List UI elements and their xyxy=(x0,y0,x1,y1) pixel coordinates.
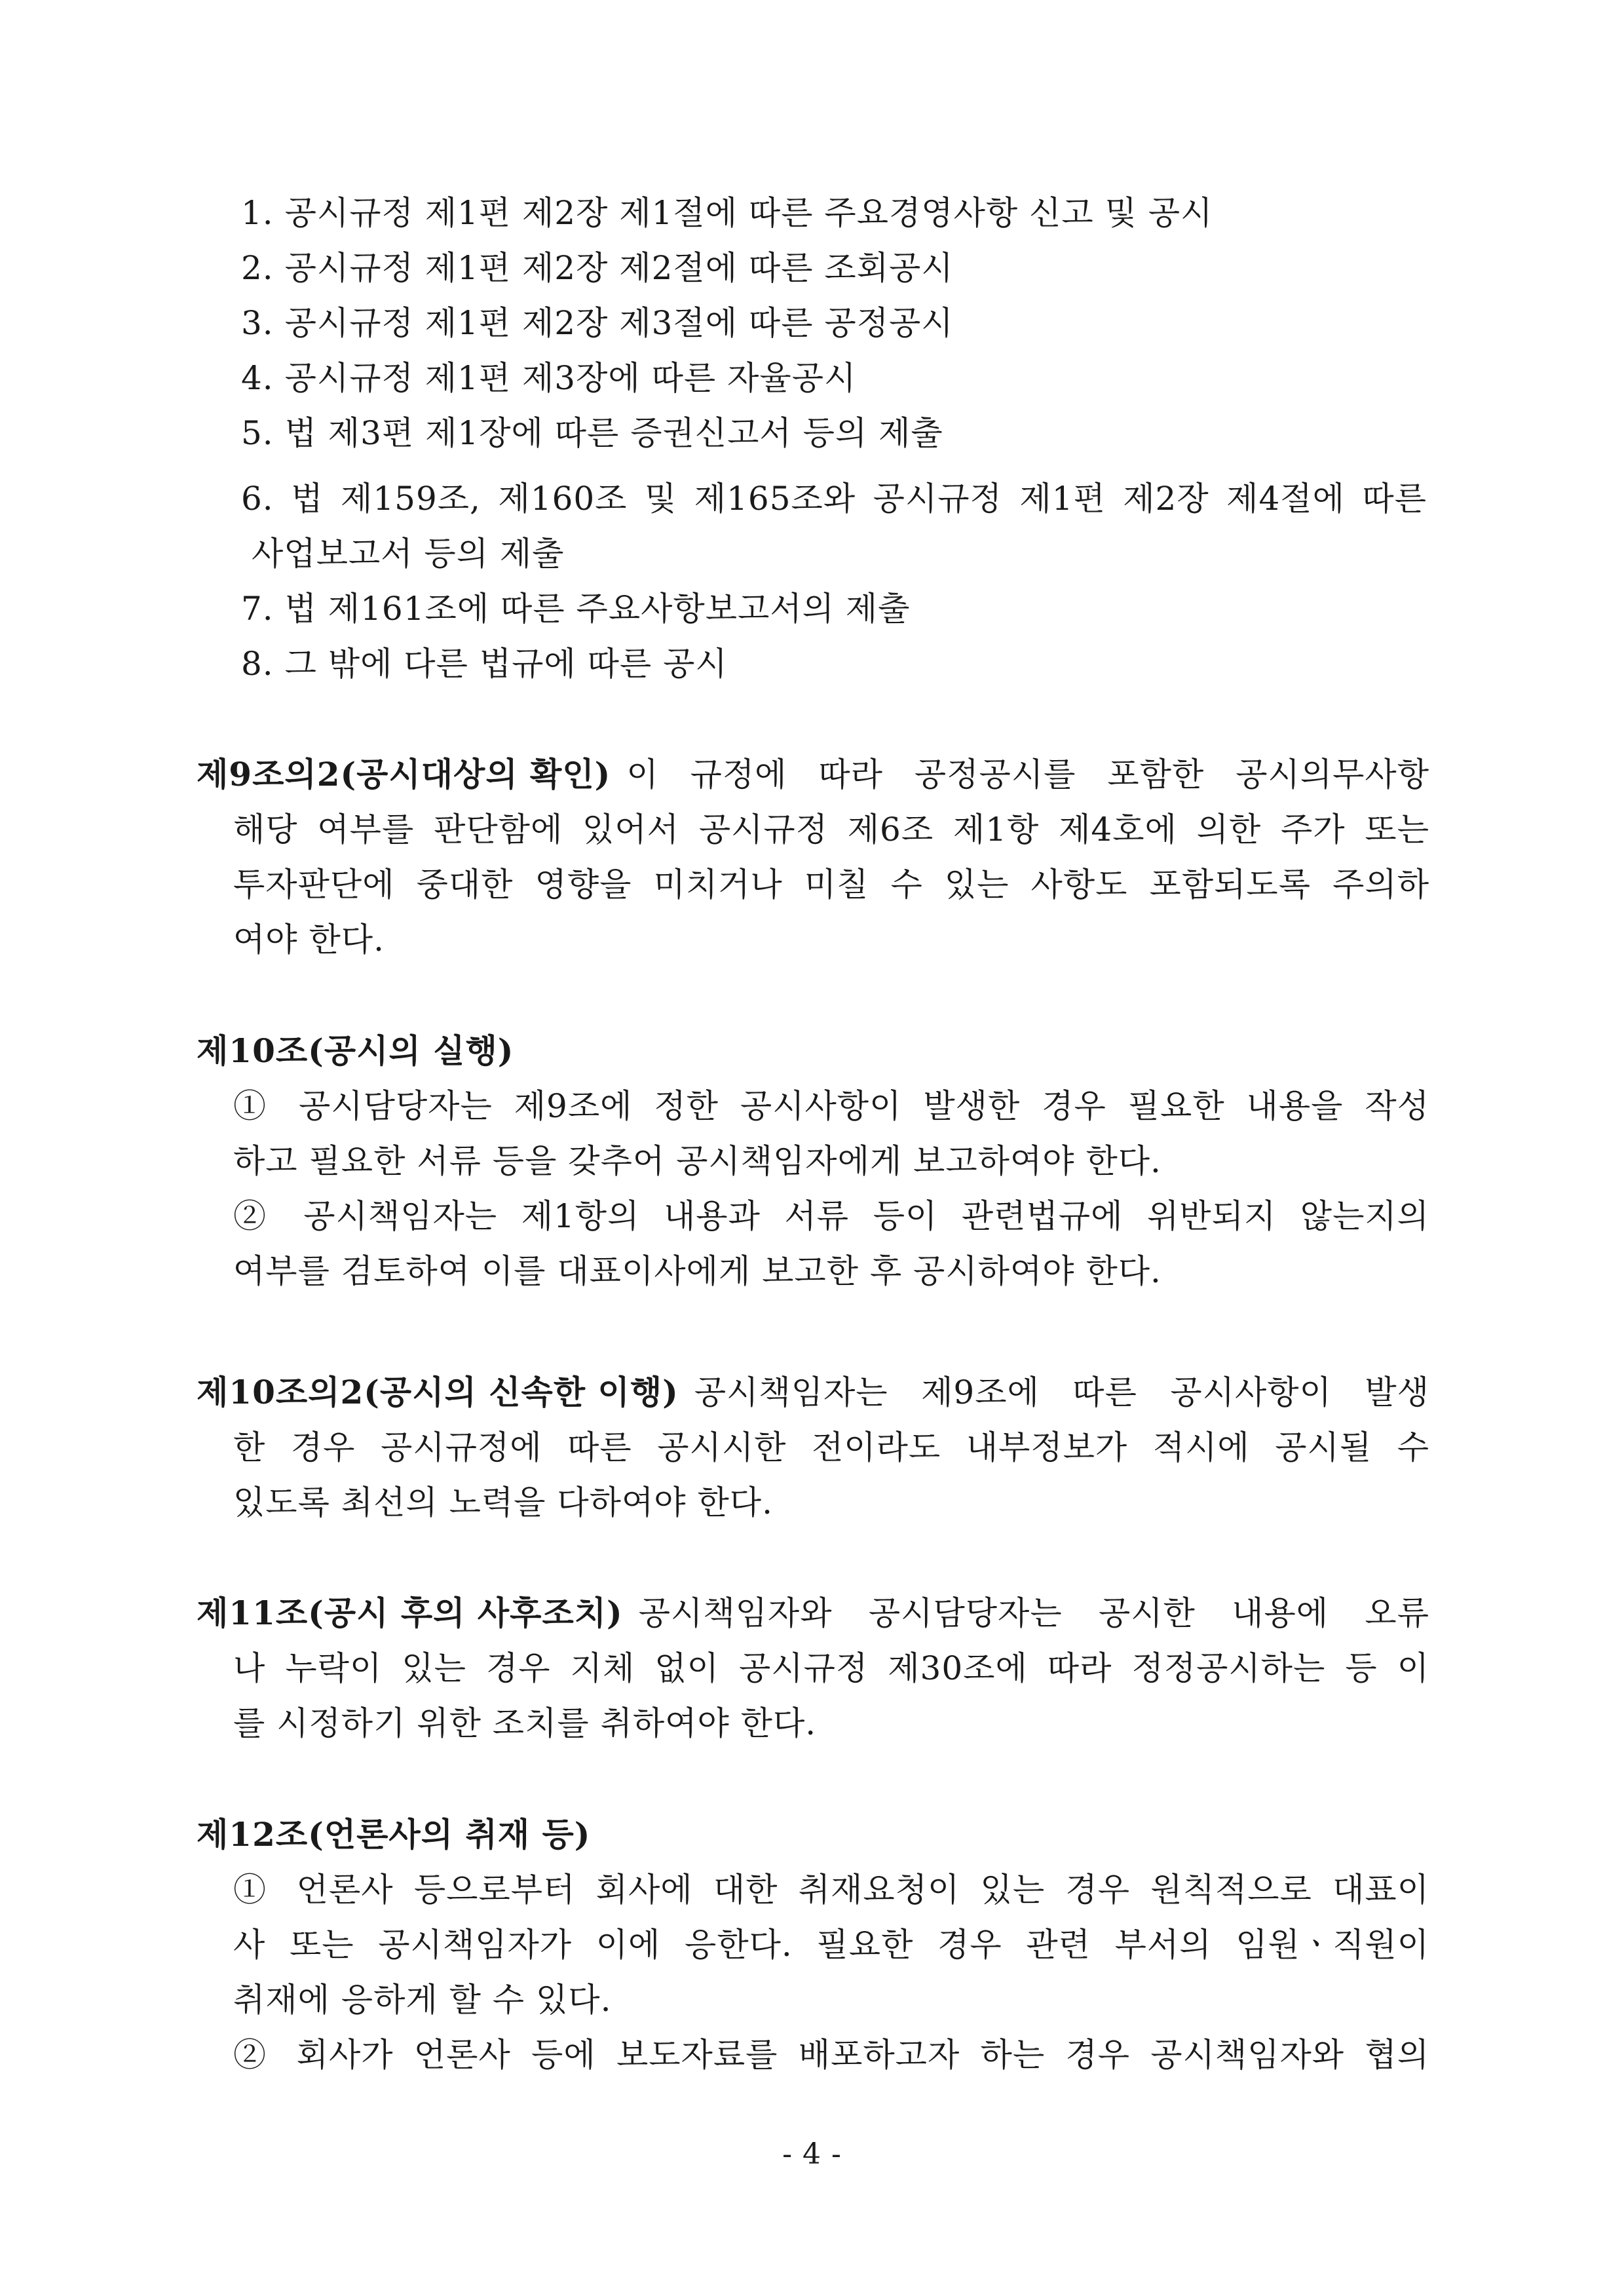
page-number: - 4 - xyxy=(782,2137,842,2171)
article-11-text-2: 나 누락이 있는 경우 지체 없이 공시규정 제30조에 따라 정정공시하는 등 이 xyxy=(233,1649,1429,1687)
article-12-para-2-line-1: ② 회사가 언론사 등에 보도자료를 배포하고자 하는 경우 공시책임자와 협의 xyxy=(233,2036,1429,2074)
article-12-para-1-line-1: ① 언론사 등으로부터 회사에 대한 취재요청이 있는 경우 원칙적으로 대표이 xyxy=(233,1871,1429,1909)
article-10-title: 제10조(공시의 실행) xyxy=(197,1031,514,1070)
list-item-7: 7. 법 제161조에 따른 주요사항보고서의 제출 xyxy=(241,590,911,628)
list-item-6-continuation: 사업보고서 등의 제출 xyxy=(252,535,565,573)
article-9-2-title: 제9조의2(공시대상의 확인) xyxy=(197,755,611,794)
article-10-para-2-line-1: ② 공시책임자는 제1항의 내용과 서류 등이 관련법규에 위반되지 않는지의 xyxy=(233,1197,1429,1235)
article-12-para-1-line-3: 취재에 응하게 할 수 있다. xyxy=(233,1981,612,2019)
article-12-para-1-line-2: 사 또는 공시책임자가 이에 응한다. 필요한 경우 관련 부서의 임원ㆍ직원이 xyxy=(233,1926,1429,1964)
article-10-para-1-line-1: ① 공시담당자는 제9조에 정한 공시사항이 발생한 경우 필요한 내용을 작성 xyxy=(233,1087,1429,1125)
article-10-2-text-2: 한 경우 공시규정에 따른 공시시한 전이라도 내부정보가 적시에 공시될 수 xyxy=(233,1428,1429,1466)
list-item-5: 5. 법 제3편 제1장에 따른 증권신고서 등의 제출 xyxy=(241,414,943,452)
article-10-2-first-line xyxy=(197,1365,1429,1420)
list-item-6: 6. 법 제159조, 제160조 및 제165조와 공시규정 제1편 제2장 제4절에 따른 xyxy=(241,480,1427,518)
article-11-first-line xyxy=(197,1586,1429,1641)
article-11-text-1: 공시책임자와 공시담당자는 공시한 내용에 오류 xyxy=(638,1594,1429,1632)
article-9-2-text-3: 투자판단에 중대한 영향을 미치거나 미칠 수 있는 사항도 포함되도록 주의하 xyxy=(233,866,1429,904)
list-item-8: 8. 그 밖에 다른 법규에 따른 공시 xyxy=(241,645,728,683)
list-item-2: 2. 공시규정 제1편 제2장 제2절에 따른 조회공시 xyxy=(241,249,954,287)
article-9-2-first-line xyxy=(197,747,1429,802)
article-11-text-3: 를 시정하기 위한 조치를 취하여야 한다. xyxy=(233,1704,817,1742)
article-10-2-text-1: 공시책임자는 제9조에 따른 공시사항이 발생 xyxy=(694,1373,1429,1411)
article-12-title: 제12조(언론사의 취재 등) xyxy=(197,1815,591,1854)
article-9-2-text-4: 여야 한다. xyxy=(233,921,385,959)
list-item-4: 4. 공시규정 제1편 제3장에 따른 자율공시 xyxy=(241,359,857,397)
article-9-2-text-2: 해당 여부를 판단함에 있어서 공시규정 제6조 제1항 제4호에 의한 주가 또는 xyxy=(233,811,1429,849)
article-10-para-2-line-2: 여부를 검토하여 이를 대표이사에게 보고한 후 공시하여야 한다. xyxy=(233,1252,1161,1290)
list-item-1: 1. 공시규정 제1편 제2장 제1절에 따른 주요경영사항 신고 및 공시 xyxy=(241,194,1213,232)
article-11-title: 제11조(공시 후의 사후조치) xyxy=(197,1594,623,1632)
list-item-3: 3. 공시규정 제1편 제2장 제3절에 따른 공정공시 xyxy=(241,304,954,342)
article-10-2-title: 제10조의2(공시의 신속한 이행) xyxy=(197,1373,679,1411)
article-9-2-text-1: 이 규정에 따라 공정공시를 포함한 공시의무사항 xyxy=(626,756,1429,794)
article-10-2-text-3: 있도록 최선의 노력을 다하여야 한다. xyxy=(233,1483,773,1521)
article-10-para-1-line-2: 하고 필요한 서류 등을 갖추어 공시책임자에게 보고하여야 한다. xyxy=(233,1142,1161,1180)
